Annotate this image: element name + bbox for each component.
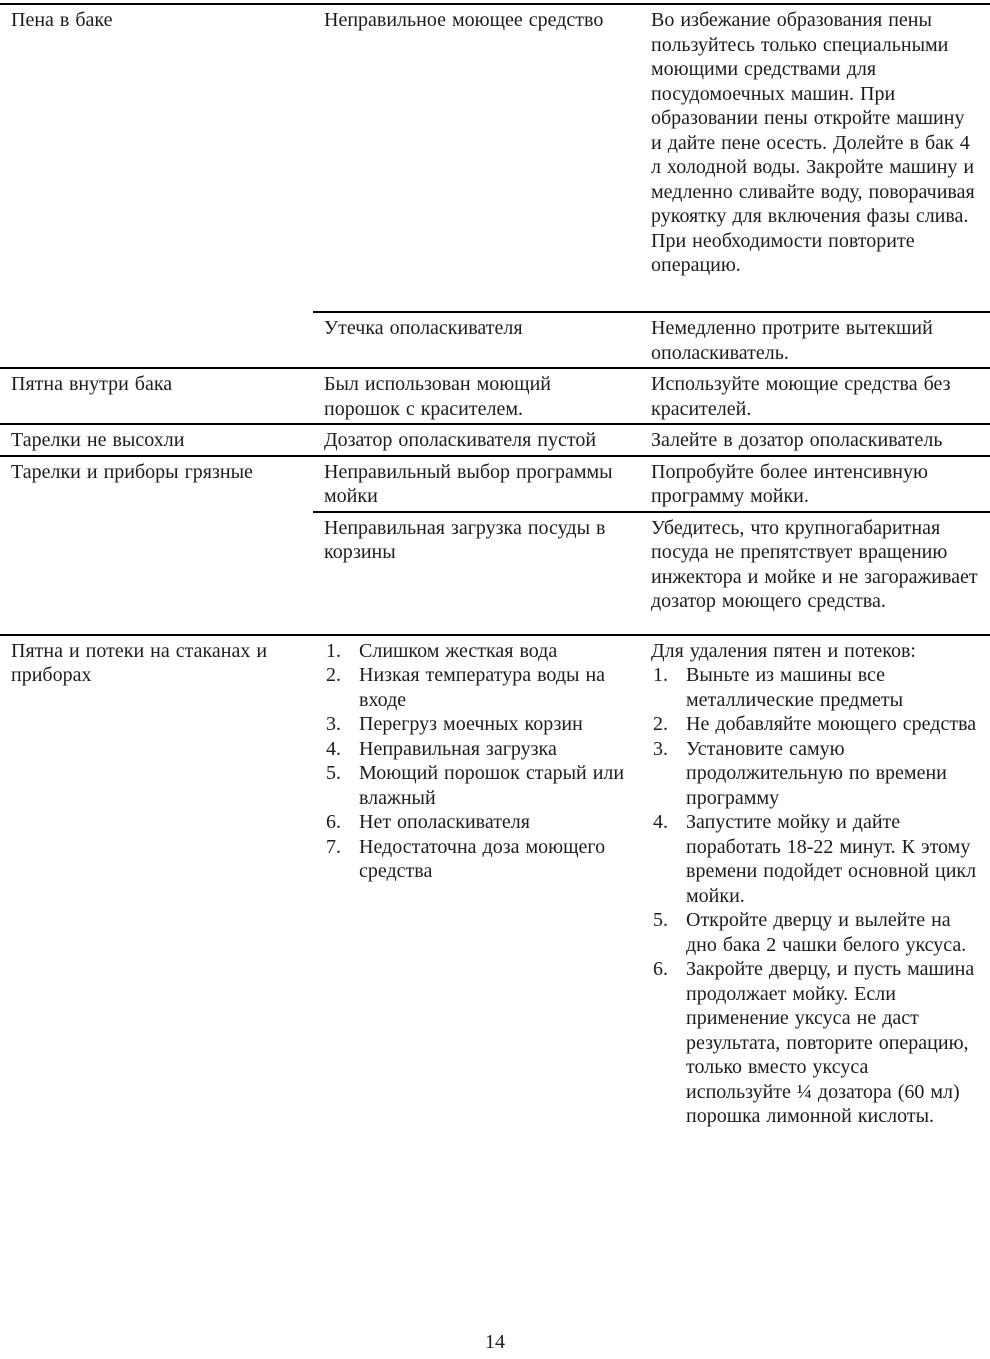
solution-cell: Немедленно протрите вытекший ополаскиватель. bbox=[640, 312, 990, 368]
cause-cell: Неправильная загрузка посуды в корзины bbox=[313, 512, 640, 635]
problem-cell: Тарелки и приборы грязные bbox=[0, 456, 313, 635]
solution-cell: Используйте моющие средства без красителей. bbox=[640, 368, 990, 424]
table-row bbox=[0, 368, 990, 424]
cause-cell bbox=[313, 635, 640, 1227]
solution-cell: Во избежание образования пены пользуйтесь только специальными моющими средствами для посудомоечных машин. При образовании пены откройте машину и дайте пене осесть. Долейте в бак 4 л холодной воды. Закройте машину и медленно сливайте воду, поворачивая рукоятку для включения фазы слива. При необходимости повторите операцию. bbox=[640, 4, 990, 312]
table-row bbox=[0, 424, 990, 456]
problem-cell: Тарелки не высохли bbox=[0, 424, 313, 456]
cause-cell: Утечка ополаскивателя bbox=[313, 312, 640, 368]
solution-cell: Попробуйте более интенсивную программу мойки. bbox=[640, 456, 990, 512]
cause-list-item: Низкая температура воды на входе bbox=[359, 664, 606, 711]
cause-list-item: Нет ополаскивателя bbox=[359, 811, 530, 833]
solution-list bbox=[651, 663, 978, 1129]
table-row bbox=[0, 635, 990, 1227]
solution-list-item: Выньте из машины все металлические предметы bbox=[686, 664, 904, 711]
cause-cell: Неправильный выбор программы мойки bbox=[313, 456, 640, 512]
solution-list-item: Закройте дверцу, и пусть машина продолжает мойку. Если применение уксуса не даст результата, повторите операцию, только вместо уксуса используйте ¼ дозатора (60 мл) порошка лимонной кислоты. bbox=[686, 958, 975, 1127]
troubleshooting-table bbox=[0, 3, 990, 1227]
cause-cell: Был использован моющий порошок с красителем. bbox=[313, 368, 640, 424]
solution-list-item: Откройте дверцу и вылейте на дно бака 2 чашки белого уксуса. bbox=[686, 909, 967, 956]
problem-cell: Пятна внутри бака bbox=[0, 368, 313, 424]
solution-cell bbox=[640, 635, 990, 1227]
cause-list-item: Неправильная загрузка bbox=[359, 737, 557, 760]
solution-list-item: Запустите мойку и дайте поработать 18-22 минут. К этому времени подойдет основной цикл мойки. bbox=[686, 811, 977, 907]
table-row bbox=[0, 456, 990, 512]
cause-cell: Дозатор ополаскивателя пустой bbox=[313, 424, 640, 456]
cause-list-item: Недостаточна доза моющего средства bbox=[359, 835, 606, 882]
cause-cell: Неправильное моющее средство bbox=[313, 4, 640, 312]
solution-list-item: Установите самую продолжительную по времени программу bbox=[686, 737, 947, 809]
page-number: 14 bbox=[485, 1331, 505, 1353]
cause-list-item: Перегруз моечных корзин bbox=[359, 713, 583, 735]
solution-cell: Залейте в дозатор ополаскиватель bbox=[640, 424, 990, 456]
solution-intro: Для удаления пятен и потеков: bbox=[651, 639, 916, 662]
table-row bbox=[0, 4, 990, 312]
cause-list bbox=[324, 639, 628, 884]
problem-cell: Пятна и потеки на стаканах и приборах bbox=[0, 635, 313, 1227]
cause-list-item: Слишком жесткая вода bbox=[359, 639, 558, 662]
cause-list-item: Моющий порошок старый или влажный bbox=[359, 762, 625, 809]
solution-cell: Убедитесь, что крупногабаритная посуда не препятствует вращению инжектора и мойке и не загораживает дозатор моющего средства. bbox=[640, 512, 990, 635]
solution-list-item: Не добавляйте моющего средства bbox=[686, 713, 977, 735]
problem-cell: Пена в баке bbox=[0, 4, 313, 368]
